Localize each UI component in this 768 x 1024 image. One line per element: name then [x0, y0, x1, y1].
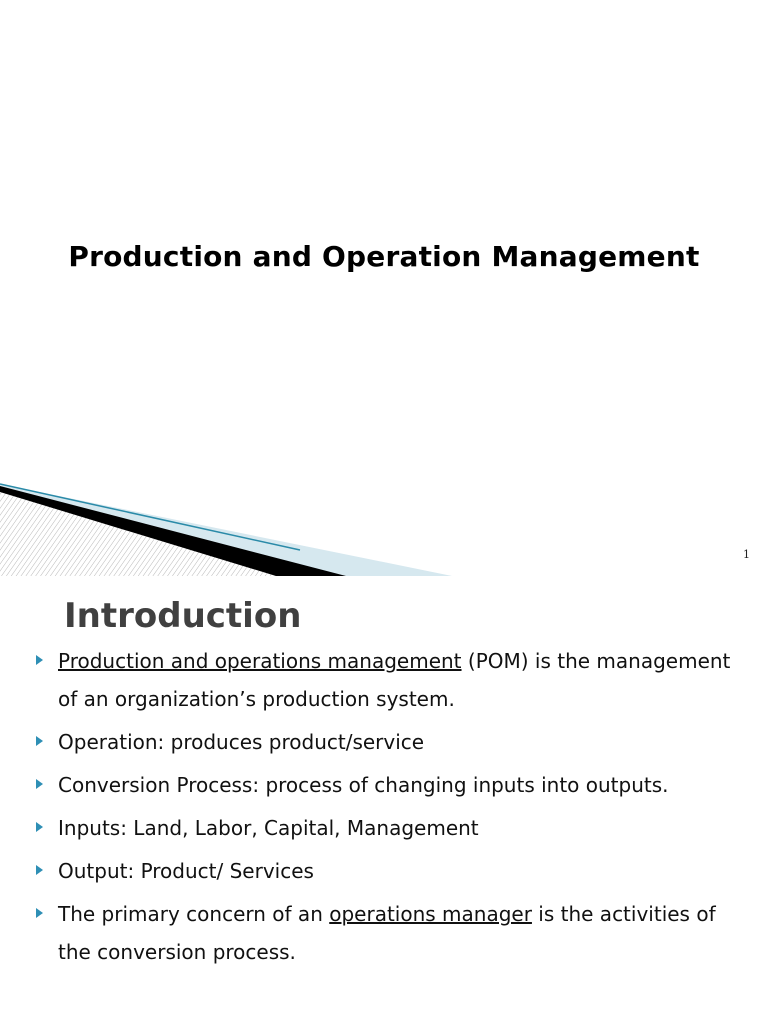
bullet-text: Output: Product/ Services	[58, 859, 314, 883]
bullet-item	[0, 766, 768, 804]
bullet-arrow-icon	[34, 905, 44, 921]
bullet-arrow-icon	[34, 776, 44, 792]
bullet-text: is the activities of the conversion process.	[58, 902, 716, 964]
slide-title: Production and Operation Management	[68, 240, 700, 273]
bullet-text: Inputs: Land, Labor, Capital, Management	[58, 816, 479, 840]
bullet-item	[0, 809, 768, 847]
bullet-arrow-icon	[34, 862, 44, 878]
bullet-arrow-icon	[34, 819, 44, 835]
bullet-list	[0, 642, 768, 976]
bullet-text: (POM) is the management of an organization’s production system.	[58, 649, 731, 711]
bullet-item	[0, 723, 768, 761]
bullet-text: Conversion Process: process of changing inputs into outputs.	[58, 773, 669, 797]
decorative-swoosh	[0, 480, 768, 576]
pom-link[interactable]: Production and operations management	[58, 649, 462, 673]
bullet-arrow-icon	[34, 733, 44, 749]
slide-heading: Introduction	[64, 596, 302, 636]
bullet-item	[0, 642, 768, 718]
bullet-arrow-icon	[34, 652, 44, 668]
bullet-text: The primary concern of an	[58, 902, 330, 926]
content-slide	[0, 576, 768, 1024]
operations-manager-link[interactable]: operations manager	[329, 902, 532, 926]
bullet-item	[0, 895, 768, 971]
page-number: 1	[743, 548, 750, 561]
bullet-item	[0, 852, 768, 890]
bullet-text: Operation: produces product/service	[58, 730, 425, 754]
